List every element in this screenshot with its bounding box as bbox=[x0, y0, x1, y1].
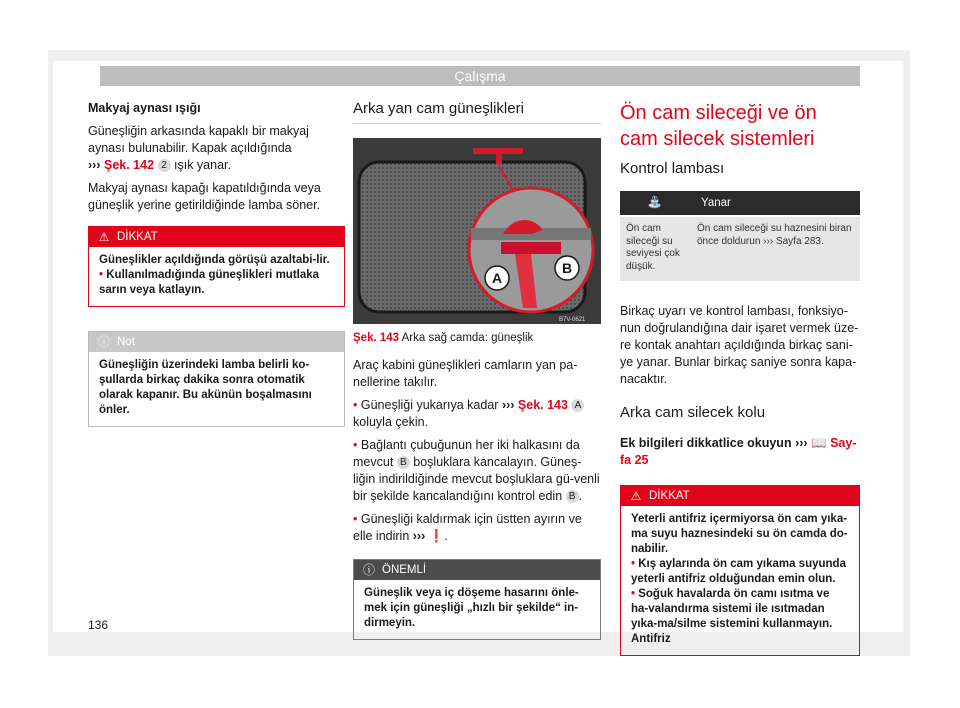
bullet-icon: • bbox=[353, 512, 358, 526]
figure-label: Şek. 143 bbox=[353, 332, 400, 344]
warning-title: DİKKAT bbox=[649, 490, 690, 502]
subsection-title: Kontrol lambası bbox=[620, 160, 725, 177]
chapter-title: Ön cam sileceği ve ön cam silecek sistemleri bbox=[620, 102, 817, 150]
warning-body bbox=[89, 247, 344, 306]
callout-b: B bbox=[566, 490, 579, 503]
text: Güneşliği kaldırmak için üstten ayırın ve elle indirin bbox=[353, 512, 582, 543]
figure-link[interactable]: Şek. 143 bbox=[517, 398, 568, 412]
warning-triangle-icon: ⚠ bbox=[630, 489, 642, 503]
paragraph bbox=[88, 123, 345, 174]
warning-box bbox=[620, 485, 860, 656]
warning-title: DİKKAT bbox=[117, 231, 158, 243]
important-ref-icon: ❗ bbox=[428, 529, 445, 543]
warning-box bbox=[88, 226, 345, 307]
important-body: Güneşlik veya iç döşeme hasarını önle-mek için güneşliği „hızlı bir şekilde“ in-dirmeyin. bbox=[364, 587, 579, 629]
warning-triangle-icon: ⚠ bbox=[98, 230, 110, 244]
column-left bbox=[88, 100, 345, 427]
bullet-icon: • bbox=[353, 438, 358, 452]
warning-header bbox=[89, 227, 344, 247]
bullet-icon: • bbox=[353, 398, 358, 412]
table-icon-header bbox=[620, 191, 691, 216]
cross-ref-arrow: ››› bbox=[88, 158, 101, 172]
warning-header bbox=[621, 486, 859, 506]
page-link[interactable]: Say-fa 25 bbox=[620, 436, 857, 467]
book-icon: 📖 bbox=[811, 436, 827, 450]
column-middle bbox=[353, 100, 601, 640]
figure-sunshade-image bbox=[353, 138, 601, 324]
list-item: • Bağlantı çubuğunun her iki halkasını da mevcut B boşluklara kancalayın. Güneş-liğin indirildiğinde mevcut boşluklara gü-venli bir şekilde kancalandığını kontrol edin B . bbox=[353, 438, 600, 503]
callout-b-label: B bbox=[561, 260, 573, 276]
important-header bbox=[354, 560, 600, 580]
callout-a-label: A bbox=[491, 270, 503, 286]
list-item: • Güneşliği yukarıya kadar ››› Şek. 143 A koluyla çekin. bbox=[353, 397, 601, 431]
section-title: Arka yan cam güneşlikleri bbox=[353, 100, 601, 124]
running-header: Çalışma bbox=[100, 66, 860, 86]
table-cell: Ön cam sileceği su haznesini biran önce doldurun ››› Sayfa 283. bbox=[691, 216, 860, 281]
text: Ek bilgileri dikkatlice okuyun bbox=[620, 436, 792, 450]
text: ışık yanar. bbox=[174, 158, 231, 172]
figure-link[interactable]: Şek. 142 bbox=[103, 158, 155, 172]
bullet-icon: • bbox=[631, 558, 636, 570]
note-box bbox=[88, 331, 345, 427]
column-right bbox=[620, 100, 860, 656]
info-icon: ⓘ bbox=[97, 335, 110, 349]
washer-fluid-icon: ⛲ bbox=[647, 196, 663, 209]
bullet-icon: • bbox=[99, 269, 104, 281]
text: Bağlantı çubuğunun her iki halkasını da mevcut bbox=[353, 438, 580, 469]
list-item: • Güneşliği kaldırmak için üstten ayırın ve elle indirin ››› ❗. bbox=[353, 512, 582, 543]
text: koluyla çekin. bbox=[353, 415, 429, 429]
warning-lamp-table bbox=[620, 191, 860, 281]
text: boşluklara kancalayın. Güneş-liğin indirildiğinde mevcut boşluklara gü-venli bir şekilde kancalandığını kontrol edin bbox=[353, 455, 600, 503]
table-row bbox=[620, 216, 860, 281]
warning-body bbox=[621, 506, 859, 655]
paragraph: Makyaj aynası kapağı kapatıldığında veya güneşlik yerine getirildiğinde lamba söner. bbox=[88, 181, 321, 212]
table-cell: Ön cam sileceği su seviyesi çok düşük. bbox=[620, 216, 691, 281]
text: Güneşliği yukarıya kadar bbox=[360, 398, 499, 412]
warning-text: Yeterli antifriz içermiyorsa ön cam yıka-ma suyu haznesindeki su ön camda do-nabilir. bbox=[631, 513, 848, 555]
figure-caption bbox=[353, 330, 601, 347]
callout-a: A bbox=[571, 399, 584, 412]
warning-text: Kış aylarında ön cam yıkama suyunda yeterli antifriz olduğundan emin olun. bbox=[631, 558, 846, 585]
note-header bbox=[89, 332, 344, 352]
note-title: Not bbox=[117, 336, 135, 348]
bullet-icon: • bbox=[631, 588, 636, 600]
note-body: Güneşliğin üzerindeki lamba belirli ko-şullarda birkaç dakika sonra otomatik olarak kapanır. Bu akünün boşalmasını önler. bbox=[99, 359, 312, 416]
exclamation-circle-icon: ⓘ bbox=[362, 563, 375, 577]
text: Güneşliğin arkasında kapaklı bir makyaj aynası bulunabilir. Kapak açıldığında bbox=[88, 124, 309, 155]
figure-code: B7V-0621 bbox=[559, 317, 586, 323]
warning-text: Kullanılmadığında güneşlikleri mutlaka sarın veya katlayın. bbox=[99, 269, 320, 296]
warning-text: Güneşlikler açıldığında görüşü azaltabi-lir. bbox=[99, 254, 330, 266]
paragraph: Araç kabini güneşlikleri camların yan pa-nellerine takılır. bbox=[353, 358, 578, 389]
warning-text: Soğuk havalarda ön camı ısıtma ve ha-valandırma sistemi ile ısıtmadan yıka-ma/silme sistemini kullanmayın. Antifriz bbox=[631, 588, 833, 645]
important-title: ÖNEMLİ bbox=[382, 564, 427, 576]
callout-b: B bbox=[397, 456, 410, 469]
callout-number: 2 bbox=[158, 159, 171, 172]
important-box bbox=[353, 559, 601, 640]
section-title: Arka cam silecek kolu bbox=[620, 404, 766, 421]
sunshade-illustration bbox=[353, 138, 601, 324]
read-info-line: Ek bilgileri dikkatlice okuyun ››› 📖 Say-fa 25 bbox=[620, 436, 857, 467]
table-header: Yanar bbox=[691, 191, 860, 216]
paragraph: Birkaç uyarı ve kontrol lambası, fonksiyo-nun doğrulandığına dair işaret vermek üze-re kontak anahtarı açıldığında birkaç sani-ye yanar. Bunlar birkaç saniye sonra kapa-nacaktır. bbox=[620, 304, 859, 386]
heading-makeup-mirror: Makyaj aynası ışığı bbox=[88, 101, 201, 115]
page-number: 136 bbox=[88, 618, 109, 632]
caption-text: Arka sağ camda: güneşlik bbox=[401, 332, 534, 344]
